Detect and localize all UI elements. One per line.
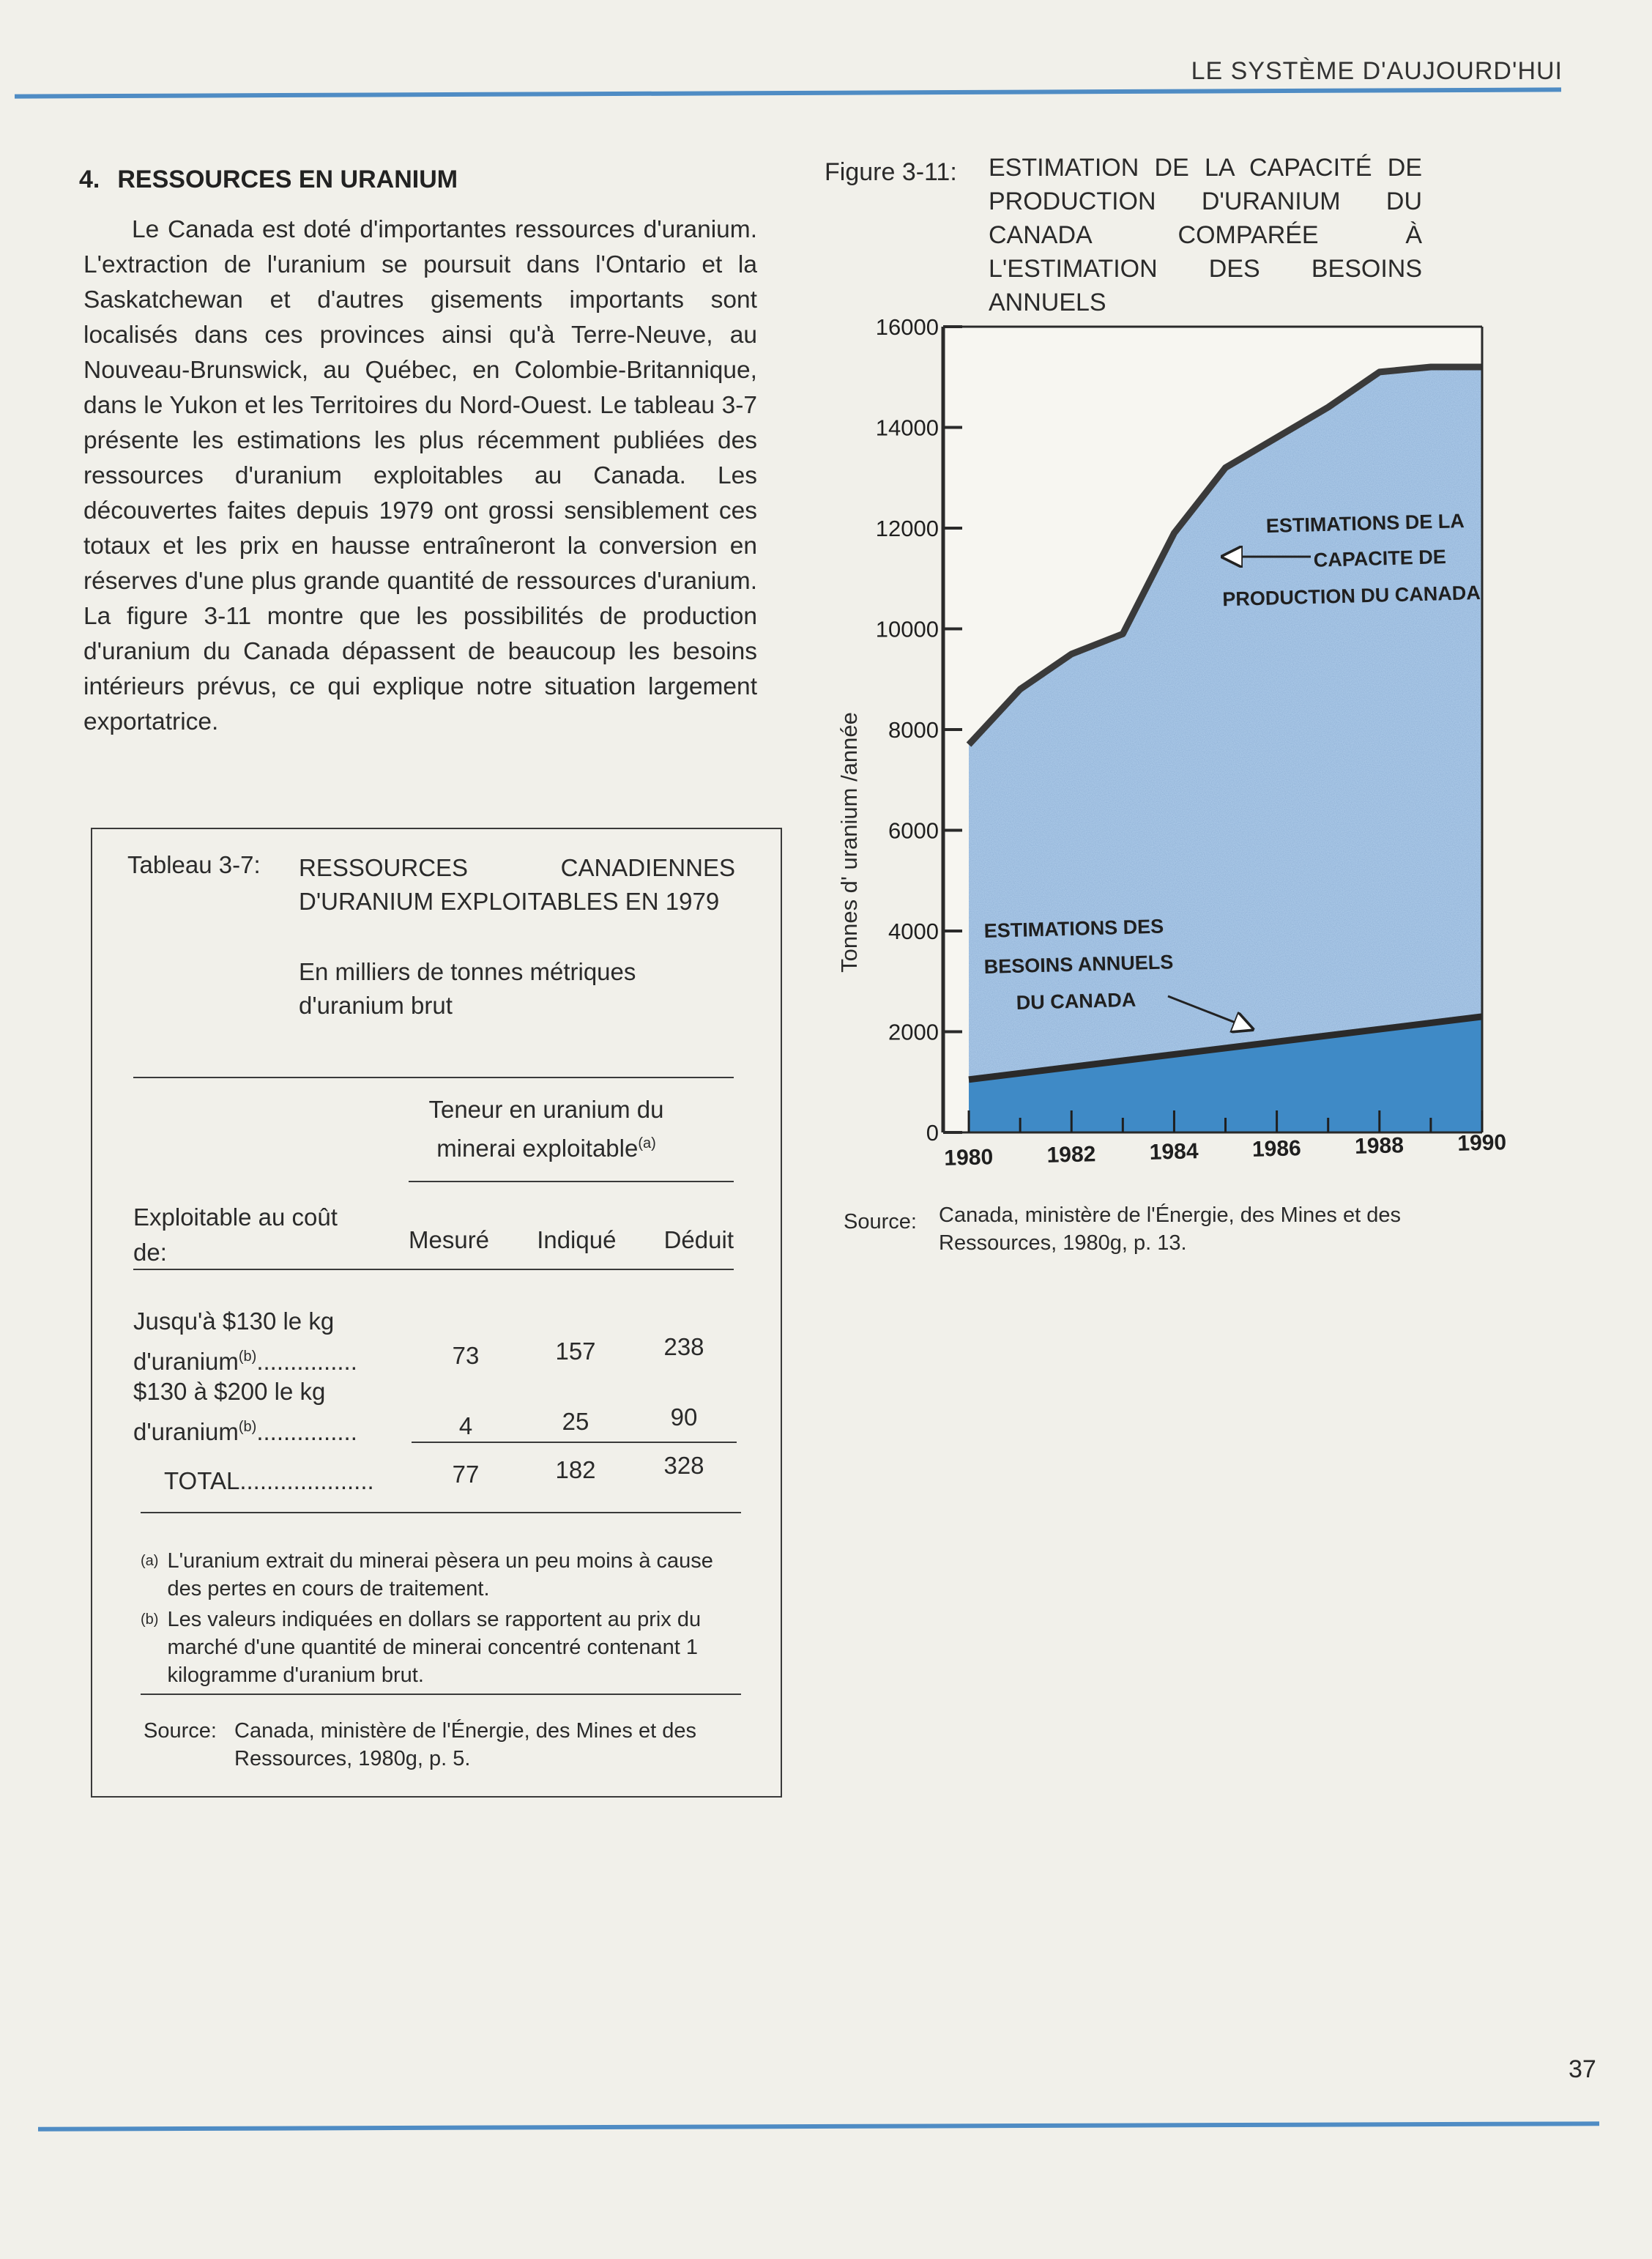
- total-rule: [412, 1442, 737, 1443]
- table-cell: 238: [663, 1333, 704, 1360]
- table-3-7: [91, 828, 782, 1798]
- footnote-text: Les valeurs indiquées en dollars se rapportent au prix du marché d'une quantité de minerai concentré contenant 1 kilogramme d'uranium brut.: [167, 1608, 702, 1687]
- figure-label: Figure 3-11:: [825, 158, 957, 186]
- total-row-label: [164, 1464, 374, 1499]
- group-rule: [409, 1181, 734, 1182]
- y-tick-label: 6000: [888, 817, 939, 844]
- table-rule: [133, 1077, 734, 1078]
- y-tick-label: 2000: [888, 1019, 939, 1045]
- x-tick-label: 1988: [1354, 1133, 1404, 1159]
- table-row-label: [133, 1374, 397, 1450]
- x-tick-label: 1982: [1046, 1142, 1096, 1168]
- y-tick-label: 12000: [875, 516, 939, 541]
- footnote-mark: (a): [141, 1553, 159, 1569]
- column-header-measured: Mesuré: [409, 1226, 490, 1253]
- y-tick-label: 0: [926, 1120, 939, 1146]
- table-cell: 90: [670, 1403, 698, 1431]
- leader-dots: ...............: [256, 1418, 357, 1445]
- table-cell: 328: [663, 1452, 704, 1479]
- table-source: Canada, ministère de l'Énergie, des Mines et des Ressources, 1980g, p. 5.: [234, 1719, 696, 1770]
- y-tick-label: 14000: [875, 415, 939, 441]
- group-header-note: (a): [638, 1135, 656, 1151]
- total-label: TOTAL: [164, 1467, 240, 1494]
- table-cell: 182: [555, 1456, 596, 1483]
- column-header-inferred: Déduit: [663, 1226, 734, 1253]
- footnote: [141, 1547, 719, 1603]
- y-tick-label: 16000: [875, 314, 939, 340]
- uranium-chart: [813, 308, 1552, 1172]
- annotation-line: DU CANADA: [1016, 988, 1136, 1014]
- header-rule-bottom: [133, 1269, 734, 1270]
- table-cell: 77: [452, 1461, 480, 1488]
- column-header-indicated: Indiqué: [537, 1226, 617, 1253]
- table-rule: [141, 1512, 741, 1513]
- row-note: (b): [238, 1419, 257, 1435]
- header-rule: [15, 87, 1561, 98]
- leader-dots: ...............: [256, 1348, 357, 1375]
- section-number: 4.: [79, 166, 100, 193]
- annotation-line: ESTIMATIONS DES: [983, 915, 1164, 942]
- section-title: RESSOURCES EN URANIUM: [117, 166, 458, 193]
- table-row-label: [133, 1304, 397, 1379]
- section-heading: [79, 166, 458, 194]
- footnote: [141, 1606, 719, 1689]
- group-header: [392, 1093, 700, 1165]
- table-cell: 73: [452, 1342, 480, 1369]
- body-paragraph: Le Canada est doté d'importantes ressources d'uranium. L'extraction de l'uranium se poursuit dans l'Ontario et la Saskatchewan et d'autres gisements importants sont localisés dans ces provinces ainsi qu'à Terre-Neuve, au Nouveau-Brunswick, au Québec, en Colombie-Britannique, dans le Yukon et les Territoires du Nord-Ouest. Le tableau 3-7 présente les estimations les plus récemment publiées des ressources d'uranium exploitables au Canada. Les découvertes faites depuis 1979 ont grossi sensiblement ces totaux et les prix en hausse entraîneront la conversion en réserves d'une plus grande quantité de ressources d'uranium. La figure 3-11 montre que les possibilités de production d'uranium du Canada dépassent de beaucoup les besoins intérieurs prévus, ce qui explique notre situation largement exportatrice.: [83, 216, 757, 735]
- x-tick-label: 1990: [1456, 1130, 1507, 1156]
- table-cell: 157: [555, 1338, 596, 1365]
- row-label-line: d'uranium: [133, 1418, 239, 1445]
- row-label-line: Jusqu'à $130 le kg: [133, 1307, 335, 1335]
- figure-source-label: Source:: [844, 1210, 917, 1234]
- page-number: 37: [1569, 2055, 1596, 2083]
- footnote-text: L'uranium extrait du minerai pèsera un peu moins à cause des pertes en cours de traitement.: [167, 1549, 713, 1600]
- y-tick-label: 4000: [888, 919, 939, 944]
- figure-title: ESTIMATION DE LA CAPACITÉ DE PRODUCTION D'URANIUM DU CANADA COMPARÉE À L'ESTIMATION DES BESOINS ANNUELS: [989, 154, 1422, 316]
- running-header: LE SYSTÈME D'AUJOURD'HUI: [1191, 57, 1563, 85]
- leader-dots: ....................: [239, 1467, 374, 1494]
- column-headers: [409, 1226, 734, 1254]
- y-axis-label: Tonnes d' uranium /année: [836, 712, 862, 973]
- row-header: Exploitable au coût de:: [133, 1203, 338, 1266]
- group-header-text: Teneur en uranium du minerai exploitable: [428, 1096, 664, 1162]
- annotation-line: BESOINS ANNUELS: [983, 951, 1174, 978]
- footnote-mark: (b): [141, 1611, 159, 1628]
- x-tick-label: 1984: [1149, 1139, 1199, 1165]
- y-tick-label: 8000: [888, 717, 939, 743]
- y-tick-label: 10000: [875, 616, 939, 642]
- table-source-label: Source:: [144, 1719, 217, 1743]
- table-cell: 4: [458, 1412, 473, 1439]
- table-rule: [141, 1694, 741, 1695]
- row-label-line: d'uranium: [133, 1348, 239, 1375]
- table-caption: RESSOURCES CANADIENNES D'URANIUM EXPLOITABLES EN 1979: [299, 854, 735, 915]
- footer-rule: [38, 2121, 1599, 2131]
- table-unit: En milliers de tonnes métriques d'uranium brut: [299, 958, 636, 1019]
- annotation-line: ESTIMATIONS DE LA: [1265, 510, 1465, 538]
- x-tick-label: 1986: [1251, 1136, 1302, 1162]
- x-tick-label: 1980: [944, 1145, 994, 1171]
- figure-source: Canada, ministère de l'Énergie, des Mines et des Ressources, 1980g, p. 13.: [939, 1203, 1401, 1255]
- annotation-line: CAPACITE DE: [1313, 546, 1447, 571]
- table-label: Tableau 3-7:: [127, 851, 261, 878]
- row-note: (b): [238, 1349, 257, 1365]
- annotation-line: PRODUCTION DU CANADA: [1221, 582, 1481, 611]
- table-cell: 25: [562, 1408, 589, 1435]
- row-label-line: $130 à $200 le kg: [133, 1378, 326, 1405]
